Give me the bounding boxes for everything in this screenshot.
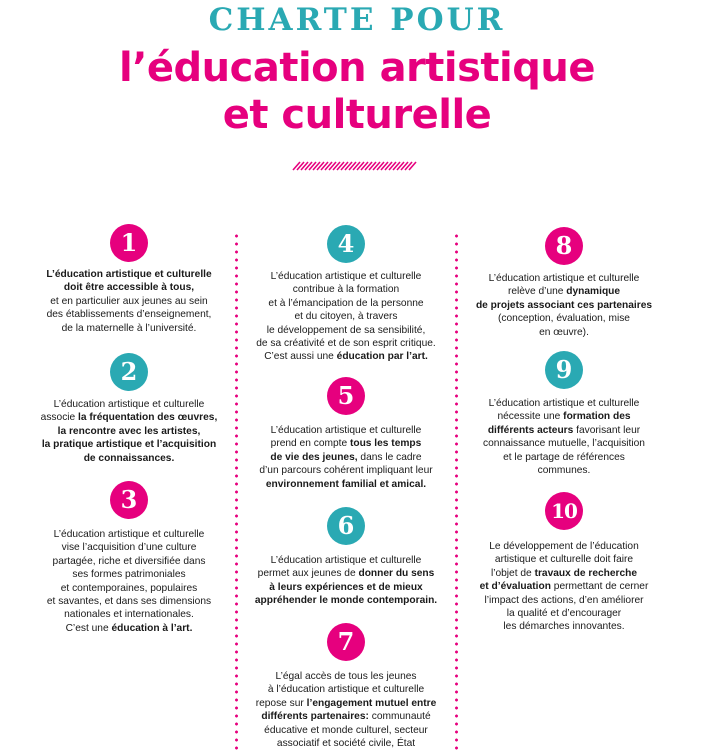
emphasis-text: l’engagement mutuel entre (306, 697, 437, 709)
item-text-line (231, 683, 461, 696)
item-text-line (231, 310, 461, 323)
body-text: L’éducation artistique et culturelle (488, 398, 640, 409)
item-number-badge: 6 (327, 507, 365, 545)
item-number-badge: 10 (545, 492, 583, 530)
body-text: à l’éducation artistique et culturelle (267, 684, 425, 696)
item-text-line (231, 437, 461, 450)
emphasis-text: la fréquentation des œuvres, (78, 412, 218, 424)
item-text-line (449, 620, 679, 633)
body-text: artistique et culturelle doit faire (494, 554, 634, 566)
body-text: la qualité et d’encourager (506, 608, 622, 620)
item-text-line (14, 568, 244, 581)
body-text: L’éducation artistique et culturelle (270, 555, 422, 566)
item-text-line (231, 324, 461, 337)
emphasis-text: dynamique (566, 286, 621, 298)
item-text-line (14, 411, 244, 424)
body-text: Le développement de l’éducation (489, 541, 639, 552)
emphasis-text: à leurs expériences et de mieux (269, 581, 423, 593)
body-text: éducative et monde culturel, secteur (264, 724, 428, 736)
item-text-line (14, 295, 244, 308)
item-text-line (449, 607, 679, 620)
body-text: et en particulier aux jeunes au sein (50, 295, 208, 307)
item-number-badge: 1 (110, 224, 148, 262)
item-number-badge: 7 (327, 623, 365, 661)
item-text-line (231, 724, 461, 737)
emphasis-text: donner du sens (358, 568, 435, 580)
item-text-line (449, 285, 679, 298)
emphasis-text: éducation par l’art. (336, 351, 428, 363)
body-text: prend en compte (270, 438, 350, 450)
emphasis-text: tous les temps (349, 438, 422, 450)
item-text-line (449, 312, 679, 325)
emphasis-text: de projets associant ces partenaires (475, 299, 653, 311)
emphasis-text: appréhender le monde contemporain. (254, 595, 438, 607)
item-text-line (231, 581, 461, 594)
emphasis-text: environnement familial et amical. (265, 478, 427, 490)
item-text-line (449, 410, 679, 423)
body-text: nationales et internationales. (64, 609, 194, 621)
item-text-line (14, 268, 244, 281)
item-text (449, 272, 679, 339)
emphasis-text: de vie des jeunes, (270, 451, 358, 463)
item-text (14, 528, 244, 635)
item-text-line (231, 697, 461, 710)
body-text: favorisant leur (573, 424, 641, 436)
item-text-line (449, 451, 679, 464)
body-text: communes. (537, 465, 591, 477)
body-text: et savantes, et dans ses dimensions (46, 596, 212, 608)
body-text: contribue à la formation (292, 284, 400, 296)
item-text-line (231, 594, 461, 607)
item-number-badge: 2 (110, 353, 148, 391)
body-text: L’éducation artistique et culturelle (53, 399, 205, 410)
body-text: associatif et société civile, État (276, 738, 416, 750)
item-text-line (449, 540, 679, 553)
item-text-line (449, 424, 679, 437)
body-text: associe (40, 412, 79, 424)
item-text-line (14, 425, 244, 438)
body-text: permet aux jeunes de (257, 568, 359, 580)
item-text-line (231, 283, 461, 296)
item-number-badge: 9 (545, 351, 583, 389)
item-text-line (449, 437, 679, 450)
body-text: et le partage de références (503, 451, 625, 463)
item-text-line (14, 452, 244, 465)
item-text-line (231, 337, 461, 350)
item-number-badge: 5 (327, 377, 365, 415)
item-text-line (231, 710, 461, 723)
title-top: CHARTE POUR (208, 2, 506, 38)
item-text-line (449, 464, 679, 477)
item-text-line (231, 350, 461, 363)
emphasis-text: et d’évaluation (479, 581, 551, 593)
item-text-line (449, 326, 679, 339)
body-text: de sa créativité et de son esprit critique. (256, 338, 436, 350)
item-text-line (14, 582, 244, 595)
item-text-line (449, 594, 679, 607)
body-text: L’égal accès de tous les jeunes (275, 671, 417, 682)
title-line-2: et culturelle (222, 92, 492, 138)
emphasis-text: de connaissances. (83, 452, 175, 464)
item-text-line (14, 308, 244, 321)
body-text: permettant de cerner (550, 581, 649, 593)
item-text-line (449, 272, 679, 285)
body-text: L’éducation artistique et culturelle (488, 273, 640, 284)
item-text-line (14, 322, 244, 335)
item-text-line (449, 397, 679, 410)
body-text: L’éducation artistique et culturelle (53, 529, 205, 540)
item-text-line (449, 580, 679, 593)
body-text: l’objet de (490, 567, 535, 579)
item-text-line (14, 555, 244, 568)
item-text (449, 397, 679, 477)
body-text: l’impact des actions, d’en améliorer (484, 594, 644, 606)
body-text: d’un parcours cohérent impliquant leur (259, 465, 433, 477)
item-number-badge: 4 (327, 225, 365, 263)
body-text: C’est une (65, 622, 112, 634)
emphasis-text: différents partenaires: (261, 711, 369, 723)
item-text-line (231, 478, 461, 491)
emphasis-text: la pratique artistique et l’acquisition (41, 439, 217, 451)
item-text-line (14, 281, 244, 294)
item-text (231, 424, 461, 491)
item-text-line (14, 608, 244, 621)
item-text-line (449, 553, 679, 566)
emphasis-text: travaux de recherche (534, 567, 638, 579)
item-text (231, 270, 461, 364)
item-text-line (231, 424, 461, 437)
body-text: ses formes patrimoniales (72, 569, 186, 581)
body-text: en œuvre). (539, 326, 589, 338)
body-text: connaissance mutuelle, l’acquisition (483, 438, 645, 450)
item-text-line (14, 438, 244, 451)
decorative-hatch-divider (291, 161, 421, 171)
item-text-line (231, 670, 461, 683)
body-text: et contemporaines, populaires (60, 582, 198, 594)
item-text-line (14, 528, 244, 541)
body-text: L’éducation artistique et culturelle (270, 271, 422, 282)
item-text-line (14, 595, 244, 608)
body-text: communauté (368, 711, 431, 723)
item-text-line (231, 270, 461, 283)
emphasis-text: la rencontre avec les artistes, (57, 425, 201, 437)
body-text: dans le cadre (357, 451, 422, 463)
title-line-1: l’éducation artistique (119, 45, 595, 91)
item-text-line (231, 737, 461, 750)
body-text: de la maternelle à l’université. (61, 322, 197, 334)
item-text-line (14, 398, 244, 411)
item-text-line (14, 541, 244, 554)
body-text: nécessite une (497, 411, 564, 423)
item-text-line (231, 554, 461, 567)
item-text (231, 670, 461, 750)
item-text (231, 554, 461, 608)
body-text: repose sur (255, 697, 307, 709)
emphasis-text: L’éducation artistique et culturelle (46, 269, 212, 280)
item-number-badge: 3 (110, 481, 148, 519)
item-text-line (231, 464, 461, 477)
item-number-badge: 8 (545, 227, 583, 265)
item-text-line (231, 567, 461, 580)
body-text: le développement de sa sensibilité, (266, 324, 426, 336)
emphasis-text: formation des (563, 411, 631, 423)
body-text: partagée, riche et diversifiée dans (52, 555, 206, 567)
item-text-line (14, 622, 244, 635)
body-text: et du citoyen, à travers (294, 311, 398, 323)
body-text: C’est aussi une (264, 351, 337, 363)
body-text: vise l’acquisition d’une culture (61, 542, 197, 554)
emphasis-text: éducation à l’art. (111, 622, 193, 634)
body-text: relève d’une (507, 286, 567, 298)
body-text: des établissements d’enseignement, (46, 309, 212, 321)
item-text-line (449, 299, 679, 312)
body-text: (conception, évaluation, mise (498, 313, 630, 325)
item-text (14, 268, 244, 335)
emphasis-text: différents acteurs (487, 424, 574, 436)
item-text-line (231, 451, 461, 464)
body-text: L’éducation artistique et culturelle (270, 425, 422, 436)
item-text-line (449, 567, 679, 580)
item-text-line (231, 297, 461, 310)
body-text: et à l’émancipation de la personne (268, 297, 424, 309)
item-text (14, 398, 244, 465)
emphasis-text: doit être accessible à tous, (63, 282, 195, 294)
body-text: les démarches innovantes. (503, 621, 625, 633)
item-text (449, 540, 679, 634)
